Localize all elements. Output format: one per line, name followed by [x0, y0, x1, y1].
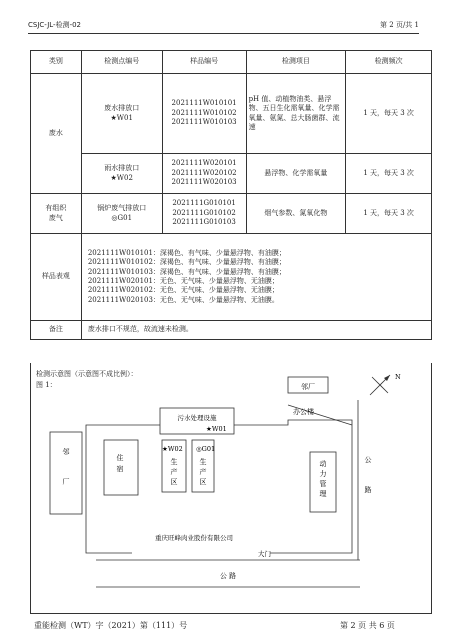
boundary-left: [86, 425, 160, 553]
gate-label: 大门: [258, 550, 271, 558]
frequency-w01: 1 天，每天 3 次: [346, 74, 432, 154]
samples-w01: 2021111W010101 2021111W010102 2021111W010103: [162, 74, 246, 154]
remark-content: 废水排口不规范，故流速未检测。: [81, 321, 431, 340]
col-point: 检测点编号: [81, 51, 162, 74]
production-label-1: 生产区: [170, 458, 178, 486]
frequency-g01: 1 天，每天 3 次: [346, 194, 432, 234]
figure-label: 图 1：: [36, 381, 57, 389]
items-w02: 悬浮物、化学需氧量: [246, 154, 346, 194]
g01-marker: ◎G01: [196, 445, 216, 453]
page-footer-number: 第 2 页 共 6 页: [340, 621, 395, 630]
neighbor-top-label: 邻厂: [301, 383, 315, 391]
report-number: 重能检测（WT）字（2021）第（111）号: [34, 621, 188, 630]
samples-g01: 2021111G010101 2021111G010102 2021111G010103: [162, 194, 246, 234]
diagram-title: 检测示意图（示意图不成比例）：: [36, 370, 138, 378]
company-name: 重庆旺峰肉业股份有限公司: [155, 534, 233, 542]
col-item: 检测项目: [246, 51, 346, 74]
treatment-label: 污水处理设施: [177, 414, 217, 422]
point-g01: 锅炉废气排放口 ◎G01: [81, 194, 162, 234]
w02-marker: ★W02: [162, 445, 183, 453]
w01-marker: ★W01: [206, 425, 227, 433]
road-bottom-label: 公 路: [219, 572, 237, 580]
boundary-right: [234, 420, 352, 553]
samples-w02: 2021111W020101 2021111W020102 2021111W020103: [162, 154, 246, 194]
road-right-label: 公路: [364, 456, 372, 494]
appearance-label: 样品表观: [31, 234, 82, 321]
power-label: 动力管理: [319, 460, 327, 498]
remark-label: 备注: [31, 321, 82, 340]
col-category: 类别: [31, 51, 82, 74]
point-w01: 废水排放口 ★W01: [81, 74, 162, 154]
dorm-label: 住宿: [116, 454, 124, 473]
north-label: N: [395, 373, 401, 381]
col-sample: 样品编号: [162, 51, 246, 74]
category-wastewater: 废水: [31, 74, 82, 194]
neighbor-left-box: [50, 432, 82, 514]
neighbor-left-label: 邻厂: [62, 448, 70, 486]
col-frequency: 检测频次: [346, 51, 432, 74]
appearance-content: 2021111W010101：深褐色、有气味、少量悬浮物、有油膜； 2021111W010102：深褐色、有气味、少量悬浮物、有油膜； 2021111W010103：深褐色、有气味、少量悬浮物、有油膜； 2021111W020101：无色、无气味、少量悬浮物、无油膜； 2021111W020102：无色、无气味、少量悬浮物、无油膜； 2021111W020103：无色、无气味、少量悬浮物、无油膜。: [81, 234, 431, 321]
items-w01: pH 值、动植物油类、悬浮物、五日生化需氧量、化学需氧量、氨氮、总大肠菌群、流速: [246, 74, 346, 154]
document-code: CSJC-JL-检测-02: [28, 21, 81, 29]
category-gas: 有组织 废气: [31, 194, 82, 234]
page-header-number: 第 2 页/共 1: [380, 21, 419, 29]
production-label-2: 生产区: [199, 458, 207, 486]
items-g01: 烟气参数、氮氧化物: [246, 194, 346, 234]
office-label: 办公楼: [293, 408, 314, 416]
point-w02: 雨水排放口 ★W02: [81, 154, 162, 194]
frequency-w02: 1 天，每天 3 次: [346, 154, 432, 194]
